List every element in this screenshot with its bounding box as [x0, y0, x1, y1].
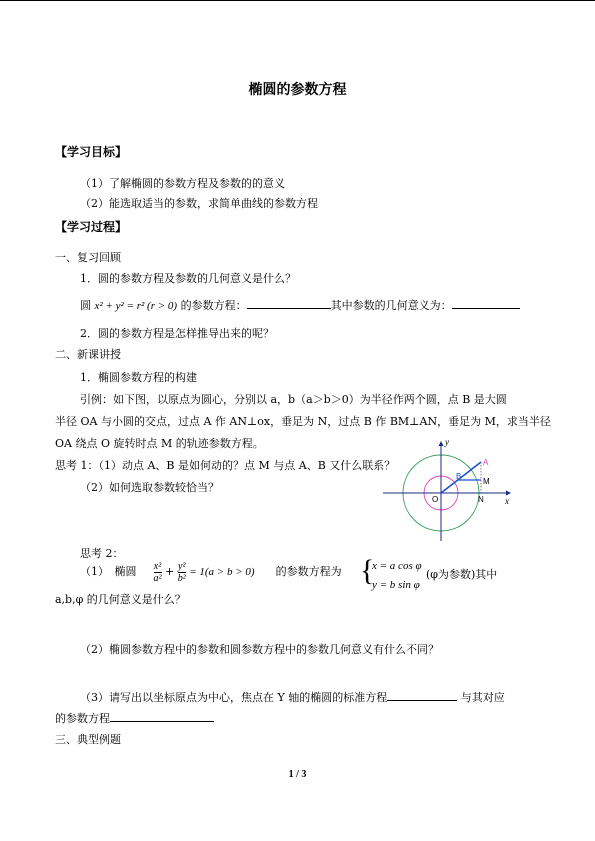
circle-equation: x² + y² = r² (r > 0) — [94, 300, 178, 312]
think1-q1: 思考 1：（1）动点 A、B 是如何动的？点 M 与点 A、B 又什么联系？ — [55, 459, 396, 472]
page-title: 椭圆的参数方程 — [248, 82, 347, 98]
param-text: 的参数方程为 — [275, 565, 342, 578]
label-O: O — [432, 495, 439, 504]
intro-line-3: OA 绕点 O 旋转时点 M 的轨迹参数方程。 — [55, 437, 264, 450]
label-M: M — [483, 477, 490, 486]
page-number: 1 / 3 — [288, 769, 307, 780]
blank-geometric-meaning[interactable] — [452, 297, 520, 309]
blank-standard-eq[interactable] — [387, 689, 457, 701]
frac-x-num: x² — [153, 560, 162, 572]
think2-item2: （2）椭圆参数方程中的参数和圆参数方程中的参数几何意义有什么不同？ — [80, 643, 439, 656]
think2-line2: a,b,φ 的几何意义是什么？ — [55, 593, 186, 606]
q1-mid: 的参数方程： — [180, 299, 247, 312]
review-heading: 一、复习回顾 — [55, 251, 121, 264]
system-note: (φ为参数)其中 — [426, 568, 498, 581]
system-line-1: x = a cos φ — [372, 560, 422, 572]
item3-text-a: （3）请写出以坐标原点为中心，焦点在 Y 轴的椭圆的标准方程 — [80, 691, 388, 704]
review-q1: 1．圆的参数方程及参数的几何意义是什么？ — [80, 272, 296, 285]
item3-text-b: 与其对应 — [460, 691, 505, 704]
think2-item1-line: （1） 椭圆 $\frac{\text{x²}}{\text{a²}}$ + $\frac{\text{y²}}{\text{b²}}$ = 1(a > b > 0) 的参数方程为 — [80, 560, 342, 584]
new-lesson-heading: 二、新课讲授 — [55, 348, 121, 361]
think1-q2: （2）如何选取参数较恰当？ — [80, 481, 219, 494]
y-axis-arrow — [439, 441, 444, 446]
think2-item1-prefix: （1） 椭圆 — [80, 565, 137, 578]
frac-x-den: a² — [153, 572, 162, 584]
goal-item-2: （2）能选取适当的参数，求简单曲线的参数方程 — [80, 197, 318, 210]
ellipse-eq-rest: = 1(a > b > 0) — [189, 566, 255, 578]
goals-heading: 【学习目标】 — [55, 145, 128, 159]
think2-label: 思考 2： — [80, 547, 124, 560]
process-heading: 【学习过程】 — [55, 220, 128, 234]
goal-item-1: （1）了解椭圆的参数方程及参数的的意义 — [80, 177, 285, 190]
top-rule — [0, 0, 595, 1]
frac-y-num: y² — [178, 560, 186, 572]
label-y: y — [445, 437, 449, 447]
review-q2: 2．圆的参数方程是怎样推导出来的呢？ — [80, 327, 274, 340]
system-line-2: y = b sin φ — [372, 579, 420, 591]
fraction-y — [178, 561, 186, 584]
label-A: A — [483, 458, 489, 467]
new-lesson-sub1: 1．椭圆参数方程的构建 — [80, 371, 197, 384]
frac-y-den: b² — [177, 572, 186, 584]
label-B: B — [456, 472, 462, 481]
blank-param-eq[interactable] — [247, 297, 331, 309]
intro-line-1: 引例：如下图，以原点为圆心，分别以 a，b（a＞b＞0）为半径作两个圆，点 B 是大圆 — [80, 393, 507, 406]
label-x: x — [505, 496, 509, 506]
intro-line-2: 半径 OA 与小圆的交点，过点 A 作 AN⊥ox，垂足为 N，过点 B 作 BM⊥AN，垂足为 M，求当半径 — [55, 415, 551, 428]
x-axis-arrow — [506, 491, 511, 496]
item3-text-c: 的参数方程 — [55, 712, 110, 725]
ellipse-construction-figure — [378, 436, 518, 546]
review-q1-line — [80, 297, 520, 313]
fraction-x — [154, 561, 162, 584]
examples-heading: 三、典型例题 — [55, 733, 121, 746]
think2-item3-line2 — [55, 710, 214, 726]
q1-mid2: 其中参数的几何意义为： — [330, 299, 452, 312]
q1-prefix: 圆 — [80, 299, 91, 312]
label-N: N — [478, 495, 484, 504]
blank-param-eq-2[interactable] — [110, 710, 214, 722]
system-brace: { — [360, 554, 375, 587]
think2-item3-line — [80, 689, 505, 705]
